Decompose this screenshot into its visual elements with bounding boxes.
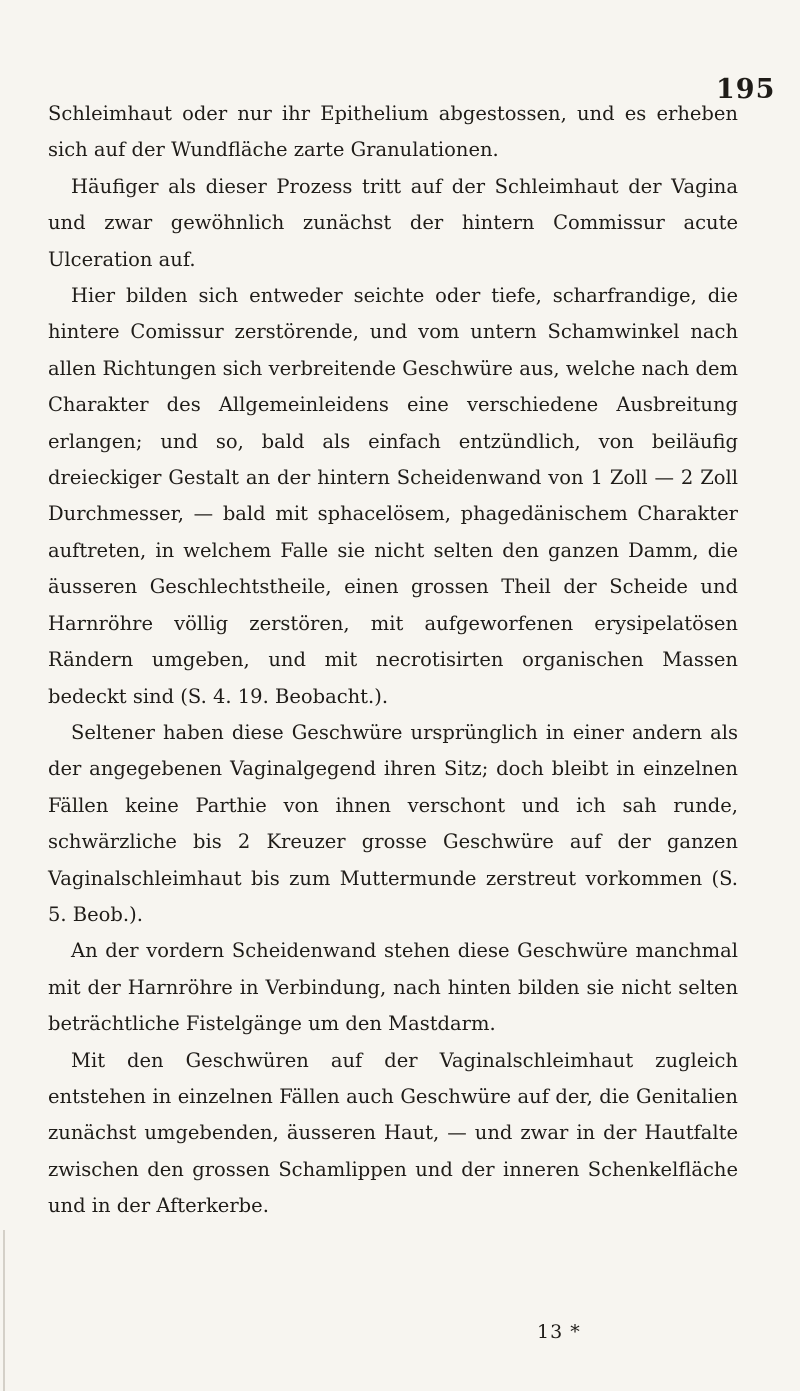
margin-shadow <box>3 1230 5 1391</box>
paragraph: Seltener haben diese Geschwüre ursprünglich in einer andern als der angegebenen Vaginalgegend ihren Sitz; doch bleibt in einzelnen Fällen keine Parthie von ihnen verschont und ich sah runde, schwärzliche bis 2 Kreuzer grosse Geschwüre auf der ganzen Vaginalschleimhaut bis zum Muttermunde zerstreut vorkommen (S. 5. Beob.). <box>48 720 738 926</box>
paragraph: An der vordern Scheidenwand stehen diese Geschwüre manchmal mit der Harnröhre in Verbindung, nach hinten bilden sie nicht selten beträchtliche Fistelgänge um den Mastdarm. <box>48 939 738 1036</box>
paragraph: Schleimhaut oder nur ihr Epithelium abgestossen, und es erheben sich auf der Wundfläche zarte Granulationen. <box>48 102 738 162</box>
body-text <box>48 96 738 1225</box>
signature-mark: 13 * <box>537 1321 581 1343</box>
paragraph: Häufiger als dieser Prozess tritt auf der Schleimhaut der Vagina und zwar gewöhnlich zunächst der hintern Commissur acute Ulceration auf. <box>48 174 738 271</box>
paragraph: Mit den Geschwüren auf der Vaginalschleimhaut zugleich entstehen in einzelnen Fällen auch Geschwüre auf der, die Genitalien zunächst umgebenden, äusseren Haut, — und zwar in der Hautfalte zwischen den grossen Schamlippen und der inneren Schenkelfläche und in der Afterkerbe. <box>48 1048 738 1218</box>
page-number: 195 <box>716 74 776 105</box>
paragraph: Hier bilden sich entweder seichte oder tiefe, scharfrandige, die hintere Comissur zerstörende, und vom untern Schamwinkel nach allen Richtungen sich verbreitende Geschwüre aus, welche nach dem Charakter des Allgemeinleidens eine verschiedene Ausbreitung erlangen; und so, bald als einfach entzündlich, von beiläufig dreieckiger Gestalt an der hintern Scheidenwand von 1 Zoll — 2 Zoll Durchmesser, — bald mit sphacelösem, phagedänischem Charakter auftreten, in welchem Falle sie nicht selten den ganzen Damm, die äusseren Geschlechtstheile, einen grossen Theil der Scheide und Harnröhre völlig zerstören, mit aufgeworfenen erysipelatösen Rändern umgeben, und mit necrotisirten organischen Massen bedeckt sind (S. 4. 19. Beobacht.). <box>48 284 738 708</box>
